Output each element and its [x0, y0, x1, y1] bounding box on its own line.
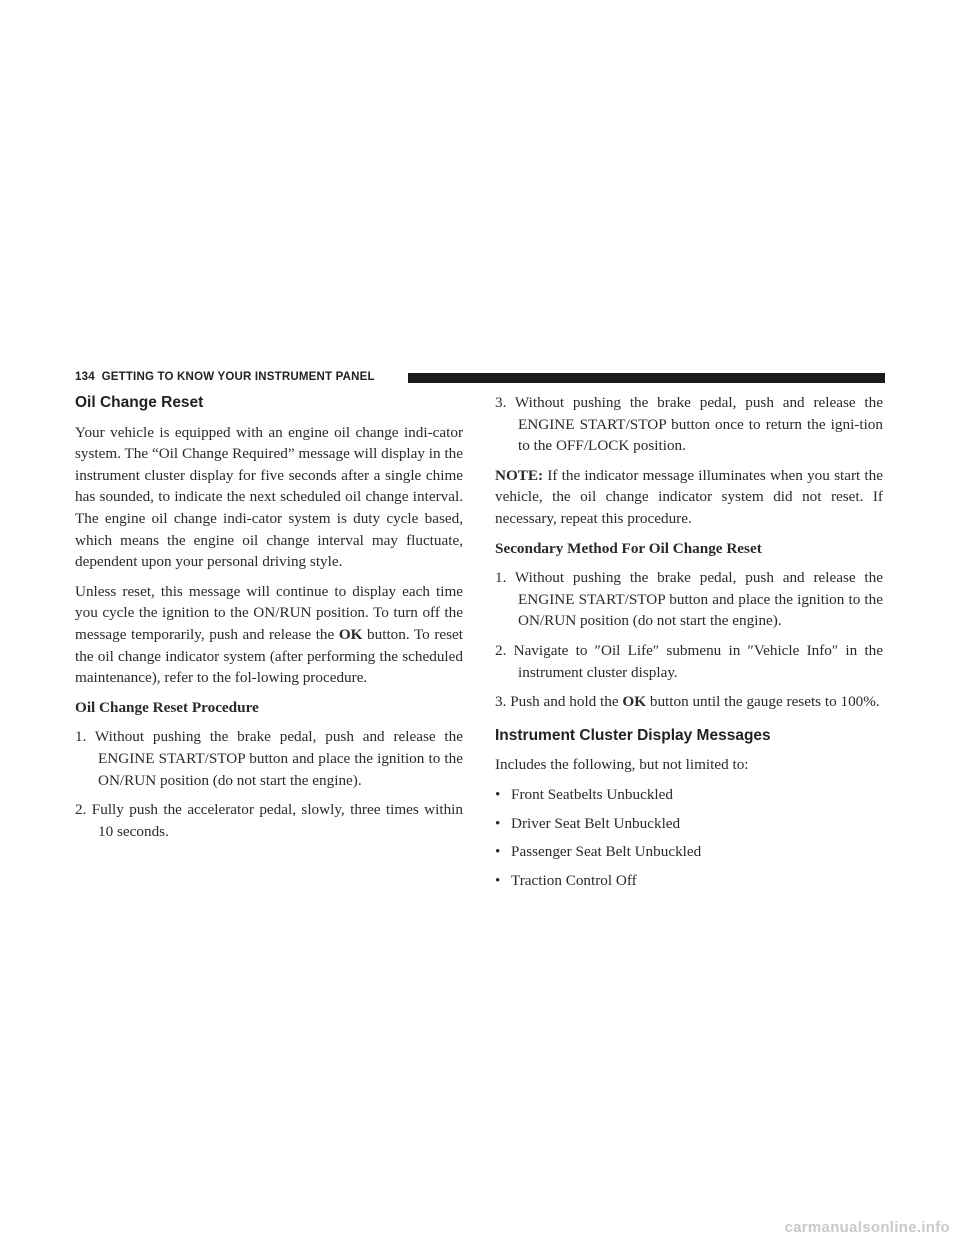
list-item: • Passenger Seat Belt Unbuckled: [495, 843, 702, 861]
secondary-step-3: 3. Push and hold the OK button until the gauge resets to 100%.: [495, 693, 880, 711]
secondary-method-title: Secondary Method For Oil Change Reset: [495, 539, 762, 557]
note-paragraph: NOTE: If the indicator message illuminates when you start the vehicle, the oil change indicator system did not reset. If necessary, repeat this procedure.: [495, 466, 883, 527]
right-column: [495, 392, 883, 898]
secondary-step-2: 2. Navigate to ″Oil Life″ submenu in ″Vehicle Info″ in the instrument cluster display.: [495, 641, 883, 681]
procedure-step-3: 3. Without pushing the brake pedal, push and release the ENGINE START/STOP button once to return the igni-tion to the OFF/LOCK position.: [495, 394, 883, 455]
procedure-step-2: 2. Fully push the accelerator pedal, slowly, three times within 10 seconds.: [75, 801, 463, 840]
list-item: • Driver Seat Belt Unbuckled: [495, 814, 681, 832]
left-column: [75, 392, 463, 850]
secondary-step-1: 1. Without pushing the brake pedal, push and release the ENGINE START/STOP button and place the ignition to the ON/RUN position (do not start the engine).: [495, 569, 883, 630]
page-header: [75, 370, 885, 388]
list-item: • Front Seatbelts Unbuckled: [495, 785, 673, 803]
watermark: carmanualsonline.info: [784, 1219, 950, 1236]
list-item: • Traction Control Off: [495, 871, 637, 889]
procedure-step-1: 1. Without pushing the brake pedal, push and release the ENGINE START/STOP button and place the ignition to the ON/RUN position (do not start the engine).: [75, 728, 463, 789]
section-heading-cluster-messages: Instrument Cluster Display Messages: [495, 726, 771, 744]
paragraph-unless-reset: Unless reset, this message will continue to display each time you cycle the ignition to the ON/RUN position. To turn off the message temporarily, push and release the OK button. To reset the oil change indicator system (after performing the scheduled maintenance), refer to the fol-lowing procedure.: [75, 582, 463, 687]
page-number-and-section: 134 GETTING TO KNOW YOUR INSTRUMENT PANEL: [75, 371, 375, 383]
messages-intro: Includes the following, but not limited to:: [495, 756, 749, 774]
header-rule: [408, 373, 885, 383]
procedure-title: Oil Change Reset Procedure: [75, 698, 259, 716]
section-heading-oil-change-reset: Oil Change Reset: [75, 394, 204, 411]
paragraph-intro: Your vehicle is equipped with an engine oil change indi-cator system. The “Oil Change Required” message will display in the instrument cluster display for five seconds after a single chime has sounded, to indicate the next scheduled oil change interval. The engine oil change indi-cator system is duty cycle based, which means the engine oil change interval may fluctuate, dependent upon your personal driving style.: [75, 423, 463, 571]
